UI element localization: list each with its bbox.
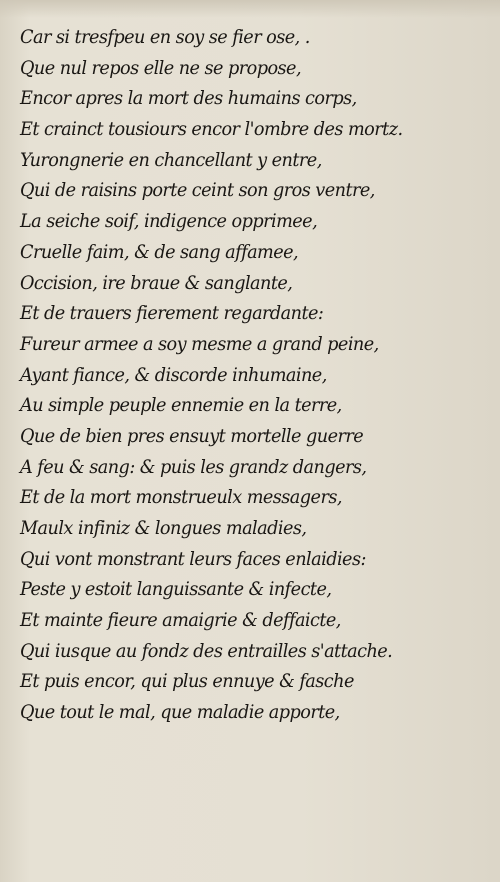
poem-line: Et de la mort monstrueulx messagers, xyxy=(20,486,342,509)
poem-line: Cruelle faim, & de sang affamee, xyxy=(20,240,299,263)
poem-line: Qui de raisins porte ceint son gros ventre, xyxy=(20,179,375,202)
poem-line: Occision, ire braue & sanglante, xyxy=(20,271,293,294)
poem-line: Encor apres la mort des humains corps, xyxy=(20,87,357,110)
poem-line: Que tout le mal, que maladie apporte, xyxy=(20,701,340,724)
poem-line: Car si tresfpeu en soy se fier ose, . xyxy=(20,26,310,48)
poem-line: Et crainct tousiours encor l'ombre des mortz. xyxy=(20,118,403,141)
poem-line: Peste y estoit languissante & infecte, xyxy=(20,578,332,601)
poem-line: Que nul repos elle ne se propose, xyxy=(20,56,302,79)
poem-line: Qui vont monstrant leurs faces enlaidies: xyxy=(20,547,366,570)
page-edge-shadow xyxy=(0,0,500,18)
poem-line: Maulx infiniz & longues maladies, xyxy=(20,517,307,539)
poem-line: La seiche soif, indigence opprimee, xyxy=(20,210,318,233)
poem-line: Yurongnerie en chancellant y entre, xyxy=(20,148,322,171)
poem-line: Au simple peuple ennemie en la terre, xyxy=(20,394,342,417)
poem-line: Fureur armee a soy mesme a grand peine, xyxy=(20,332,379,355)
poem-line: Et puis encor, qui plus ennuye & fasche xyxy=(20,670,354,693)
poem-line: Et de trauers fierement regardante: xyxy=(20,302,324,325)
poem-line: Que de bien pres ensuyt mortelle guerre xyxy=(20,424,364,447)
poem-line: Qui iusque au fondz des entrailles s'attache. xyxy=(20,639,393,662)
poem-text xyxy=(20,22,480,728)
poem-line: A feu & sang: & puis les grandz dangers, xyxy=(20,455,367,478)
poem-line: Ayant fiance, & discorde inhumaine, xyxy=(20,363,327,386)
poem-line: Et mainte fieure amaigrie & deffaicte, xyxy=(20,609,341,632)
